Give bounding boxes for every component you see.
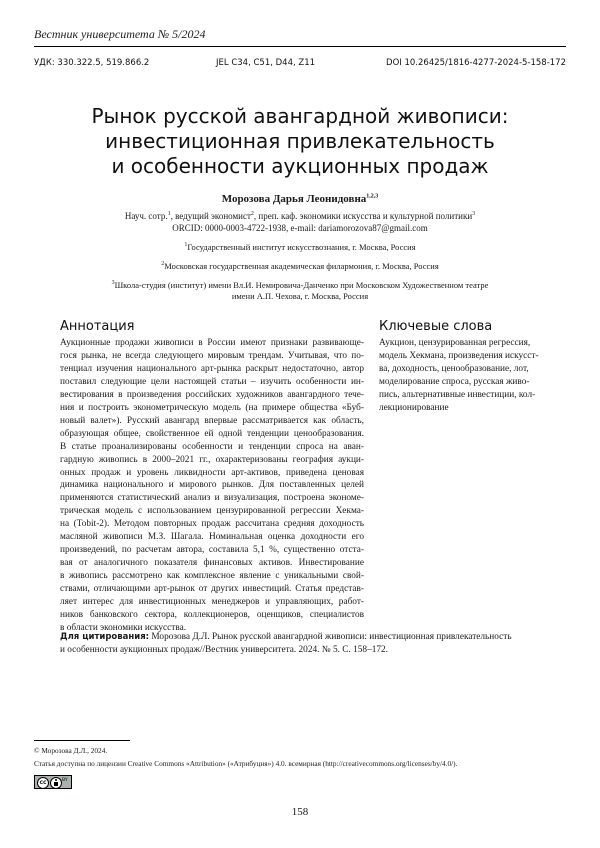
- abstract-line: динамика национального и мирового рынков. Для поставленных целей: [60, 480, 364, 491]
- abstract-line: на (Tobit-2). Методом повторных продаж рассчитана средняя доходность: [60, 519, 364, 530]
- author-position: [40, 208, 560, 234]
- position-sup: 3: [472, 211, 476, 217]
- copyright-note: © Морозова Д.Л., 2024.: [34, 746, 108, 755]
- abstract-heading: Аннотация: [60, 319, 135, 334]
- header-rule: [34, 46, 566, 47]
- citation-text: Морозова Д.Л. Рынок русской авангардной живописи: инвестиционная привлекательность: [149, 632, 512, 642]
- cc-by-label: BY: [62, 778, 68, 783]
- keywords-line: модель Хекмана, произведения искусст-: [379, 350, 539, 361]
- abstract-line: Аукционные продажи живописи в России имеют признаки развивающе-: [60, 338, 364, 348]
- author-name-text: Морозова Дарья Леонидовна: [221, 193, 367, 205]
- abstract-line: новый валет»). Русский авангард впервые рассматривается как область,: [60, 415, 364, 426]
- attribution-person-icon: [50, 777, 62, 789]
- abstract-line: ляет интерес для инвестиционных менеджеров и управляющих, работ-: [60, 597, 364, 608]
- abstract-line: масляной живописи М.З. Шагала. Номинальная оценка доходности его: [60, 532, 364, 543]
- journal-title: Вестник университета № 5/2024: [34, 27, 206, 41]
- keywords-line: ва, доходность, ценообразование, лот,: [379, 363, 529, 374]
- article-title: [40, 104, 560, 179]
- citation: [60, 631, 567, 657]
- affiliation-sup: 1: [184, 242, 188, 248]
- author-name: [40, 193, 560, 205]
- citation-text: и особенности аукционных продаж//Вестник университета. 2024. № 5. С. 158–172.: [60, 644, 388, 655]
- cc-icon: cc: [37, 777, 49, 789]
- abstract-line: поставил следующие цели настоящей статьи – изучить особенности ин-: [60, 376, 364, 387]
- author-sup: 1,2,3: [366, 193, 379, 200]
- affiliation-text: Московская государственная академическая филармония, г. Москва, Россия: [164, 260, 439, 271]
- abstract-line: вая от аналогичного показателя финансовых активов. Инвестирование: [60, 558, 364, 569]
- author-contacts: ORCID: 0000-0003-4722-1938, e-mail: dariamorozova87@gmail.com: [172, 223, 428, 233]
- page-number: 158: [291, 806, 309, 818]
- abstract-line: ников банковского сектора, коллекционеров, оценщиков, специалистов: [60, 610, 364, 621]
- affiliation-sup: 2: [161, 260, 165, 267]
- abstract-line: онных продаж и уровень ликвидности арт-активов, приведена ценовая: [60, 467, 364, 478]
- abstract-line: применяются статистический анализ и визуализация, построена экономе-: [60, 493, 364, 504]
- abstract-line: В статье проанализированы особенности и тенденции спроса на аван-: [60, 441, 364, 452]
- abstract-line: гося рынка, не всегда следующего мировым трендам. Учитывая, что по-: [60, 350, 364, 361]
- abstract-line: произведений, по расчетам автора, составила 5,1 %, существенно отста-: [60, 545, 364, 556]
- affiliation-sup: 3: [111, 279, 115, 286]
- abstract-line: образующая общее, свойственное ей одной тенденции ценообразования.: [60, 428, 364, 439]
- keywords-line: Аукцион, цензурированная регрессия,: [379, 338, 531, 348]
- abstract-line: тенциал изучения национального арт-рынка раскрыт недостаточно, автор: [60, 363, 364, 374]
- position-sup: 1: [167, 211, 171, 217]
- title-line: Рынок русской авангардной живописи:: [91, 104, 509, 128]
- doi-code: DOI 10.26425/1816-4277-2024-5-158-172: [386, 58, 566, 68]
- abstract-line: ния и построить эконометрическую модель (на примере общества «Буб-: [60, 402, 364, 413]
- abstract-line: в живопись рассмотрено как комплексное явление с уникальными свой-: [60, 571, 364, 582]
- cc-by-license-icon: [34, 775, 72, 789]
- citation-label: Для цитирования:: [60, 632, 150, 642]
- footnote-rule: [34, 740, 130, 741]
- affiliation-item: [30, 277, 570, 303]
- title-line: и особенности аукционных продаж: [111, 154, 489, 178]
- license-note: Статья доступна по лицензии Creative Commons «Attribution» («Атрибуция») 4.0. всемирная (http://creativecommons.org/licenses/by/4.0/).: [34, 759, 458, 768]
- affiliation-text: Школа-студия (институт) имени Вл.И. Немировича-Данченко при Московском Художественном театре: [114, 279, 489, 290]
- keywords-line: моделирование спроса, русская живо-: [379, 376, 530, 387]
- affiliation-text: имени А.П. Чехова, г. Москва, Россия: [231, 291, 369, 302]
- affiliations: [30, 239, 570, 307]
- udk-code: УДК: 330.322.5, 519.866.2: [34, 58, 150, 68]
- abstract-line: в области экономики искусства.: [60, 622, 187, 633]
- keywords-line: лекционирование: [379, 402, 449, 413]
- abstract-body: [60, 337, 364, 635]
- keywords-body: [379, 337, 567, 415]
- affiliation-text: Государственный институт искусствознания, г. Москва, Россия: [187, 241, 416, 252]
- jel-code: JEL C34, C51, D44, Z11: [216, 58, 316, 68]
- position-sup: 2: [250, 211, 254, 217]
- affiliation-item: [30, 258, 570, 272]
- position-part: , преп. каф. экономики искусства и культурной политики: [253, 211, 473, 221]
- abstract-line: ствами, отличающими арт-рынок от других инвестиций. Статья представ-: [60, 584, 364, 595]
- abstract-line: вестирования в произведения российских художников авангардного тече-: [60, 389, 364, 400]
- abstract-line: трическая модель с использованием цензурированной регрессии Хекма-: [60, 506, 364, 517]
- abstract-line: гардную живопись в 2000–2021 гг., охарактеризованы география аукци-: [60, 454, 364, 465]
- title-line: инвестиционная привлекательность: [105, 129, 495, 153]
- keywords-heading: Ключевые слова: [379, 319, 493, 334]
- affiliation-item: [30, 239, 570, 253]
- position-part: Науч. сотр.: [124, 211, 168, 221]
- position-part: , ведущий экономист: [170, 211, 251, 221]
- keywords-line: пись, альтернативные инвестиции, кол-: [379, 389, 536, 400]
